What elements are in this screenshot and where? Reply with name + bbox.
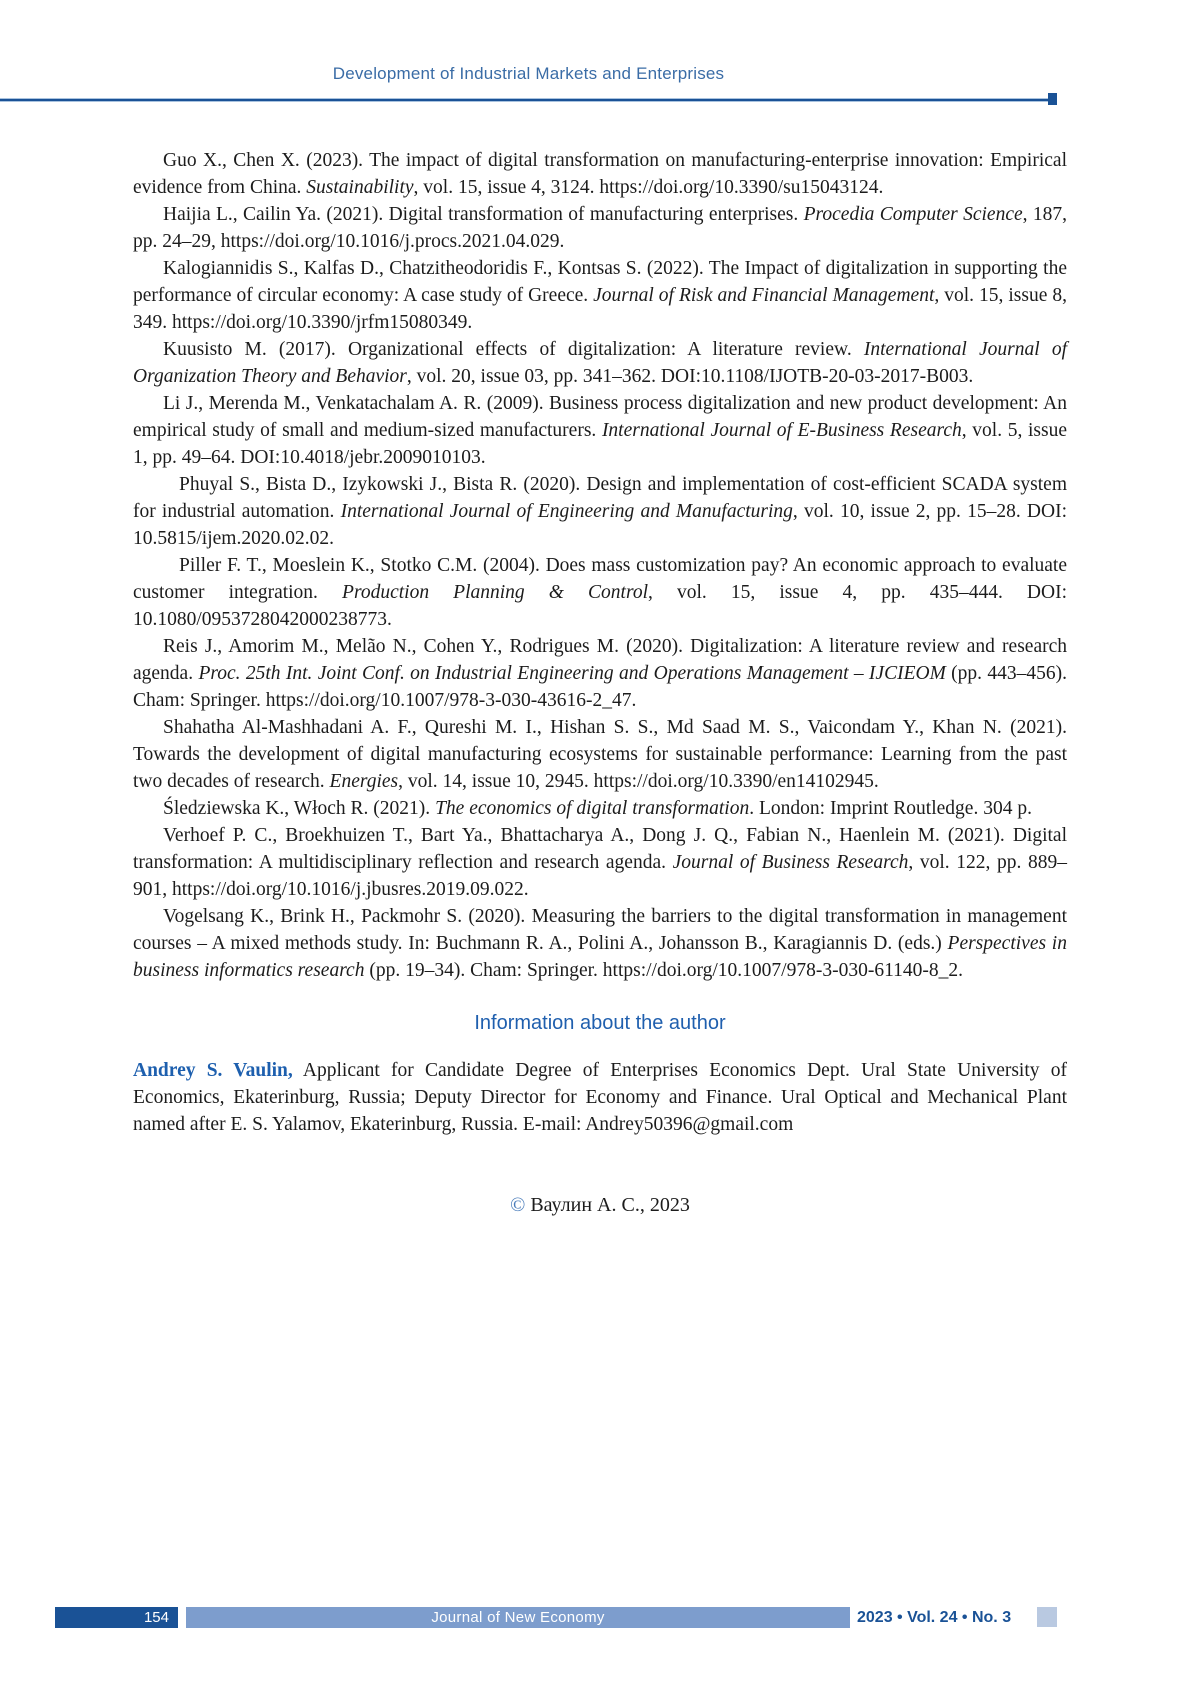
reference-journal-title: Journal of Business Research — [672, 852, 909, 873]
reference-journal-title: The economics of digital transformation — [435, 798, 750, 819]
reference-text: Li J., Merenda M., Venkatachalam A. R. (2009). Business process digitalization and new product development: An empirical study of small and medium-sized manufacturers. — [133, 393, 1067, 441]
reference-entry — [133, 714, 1067, 795]
reference-entry — [133, 255, 1067, 336]
reference-entry — [133, 201, 1067, 255]
reference-journal-title: International Journal of Engineering and Manufacturing — [340, 501, 793, 522]
reference-text: Reis J., Amorim M., Melão N., Cohen Y., Rodrigues M. (2020). Digitalization: A literature review and research agenda. — [133, 636, 1067, 684]
reference-text: Guo X., Chen X. (2023). The impact of digital transformation on manufacturing-enterprise innovation: Empirical evidence from China. — [133, 150, 1067, 198]
reference-journal-title: Procedia Computer Science — [803, 204, 1023, 225]
header-rule — [0, 98, 1050, 102]
reference-journal-title: Production Planning & Control — [342, 582, 649, 603]
footer-decorative-square — [1037, 1607, 1057, 1627]
reference-text: Haijia L., Cailin Ya. (2021). Digital transformation of manufacturing enterprises. — [163, 204, 804, 225]
reference-text: , vol. 5, issue 1, pp. 49–64. DOI:10.4018/jebr.2009010103. — [133, 420, 1067, 468]
reference-entry — [133, 390, 1067, 471]
reference-journal-title: Energies — [329, 771, 399, 792]
reference-text: Śledziewska K., Włoch R. (2021). — [163, 798, 436, 819]
copyright-symbol: © — [510, 1194, 526, 1216]
reference-text: Kalogiannidis S., Kalfas D., Chatzitheodoridis F., Kontsas S. (2022). The Impact of digitalization in supporting the performance of circular economy: A case study of Greece. — [133, 258, 1067, 306]
reference-journal-title: Perspectives in business informatics research — [133, 933, 1067, 981]
references-list — [133, 147, 1067, 984]
reference-text: , vol. 14, issue 10, 2945. https://doi.org/10.3390/en14102945. — [398, 771, 879, 792]
copyright-text: Ваулин А. С., 2023 — [525, 1194, 690, 1216]
footer-issue-info: 2023 • Vol. 24 • No. 3 — [857, 1609, 1012, 1626]
footer-page-number: 154 — [55, 1607, 178, 1628]
reference-entry — [133, 336, 1067, 390]
author-details: Applicant for Candidate Degree of Enterprises Economics Dept. Ural State University of Economics, Ekaterinburg, Russia; Deputy Director for Economy and Finance. Ural Optical and Mechanical Plant named after E. S. Yalamov, Ekaterinburg, Russia. E-mail: Andrey50396@gmail.com — [133, 1060, 1067, 1135]
reference-journal-title: Proc. 25th Int. Joint Conf. on Industrial Engineering and Operations Management – IJCIEOM — [198, 663, 946, 684]
reference-journal-title: Journal of Risk and Financial Management — [593, 285, 935, 306]
reference-entry — [133, 903, 1067, 984]
reference-entry — [133, 552, 1067, 633]
reference-entry — [133, 795, 1067, 822]
reference-text: Vogelsang K., Brink H., Packmohr S. (2020). Measuring the barriers to the digital transformation in management courses – A mixed methods study. In: Buchmann R. A., Polini A., Johansson B., Karagiannis D. (eds.) — [133, 906, 1067, 954]
reference-journal-title: International Journal of Organization Theory and Behavior — [133, 339, 1067, 387]
reference-text: , vol. 122, pp. 889–901, https://doi.org/10.1016/j.jbusres.2019.09.022. — [133, 852, 1067, 900]
reference-text: , vol. 20, issue 03, pp. 341–362. DOI:10.1108/IJOTB-20-03-2017-B003. — [406, 366, 974, 387]
running-header-title: Development of Industrial Markets and Enterprises — [332, 64, 725, 83]
header-rule-end-square — [1048, 93, 1057, 105]
reference-text: Verhoef P. C., Broekhuizen T., Bart Ya., Bhattacharya A., Dong J. Q., Fabian N., Haenlein M. (2021). Digital transformation: A multidisciplinary reflection and research agenda. — [133, 825, 1067, 873]
reference-text: , 187, pp. 24–29, https://doi.org/10.1016/j.procs.2021.04.029. — [133, 204, 1067, 252]
reference-journal-title: Sustainability — [306, 177, 414, 198]
reference-entry — [133, 633, 1067, 714]
reference-text: (pp. 443–456). Cham: Springer. https://doi.org/10.1007/978-3-030-43616-2_47. — [133, 663, 1067, 711]
author-name: Andrey S. Vaulin, — [133, 1060, 293, 1081]
reference-text: Shahatha Al-Mashhadani A. F., Qureshi M. I., Hishan S. S., Md Saad M. S., Vaicondam Y., Khan N. (2021). Towards the development of digital manufacturing ecosystems for sustainable performance: Learning from the past two decades of research. — [133, 717, 1067, 792]
reference-journal-title: International Journal of E-Business Research — [601, 420, 962, 441]
reference-text: , vol. 15, issue 4, 3124. https://doi.org/10.3390/su15043124. — [413, 177, 884, 198]
reference-text: (pp. 19–34). Cham: Springer. https://doi.org/10.1007/978-3-030-61140-8_2. — [364, 960, 963, 981]
author-section-heading: Information about the author — [474, 1012, 726, 1034]
reference-text: , vol. 10, issue 2, pp. 15–28. DOI: 10.5815/ijem.2020.02.02. — [133, 501, 1067, 549]
author-info-paragraph — [133, 1057, 1067, 1138]
copyright-line — [133, 1194, 1067, 1217]
reference-text: . London: Imprint Routledge. 304 p. — [749, 798, 1032, 819]
footer-journal-name: Journal of New Economy — [186, 1607, 850, 1628]
reference-text: Kuusisto M. (2017). Organizational effects of digitalization: A literature review. — [163, 339, 864, 360]
reference-text: Piller F. T., Moeslein K., Stotko C.M. (2004). Does mass customization pay? An economic approach to evaluate customer integration. — [133, 555, 1067, 603]
reference-entry — [133, 822, 1067, 903]
reference-text: , vol. 15, issue 4, pp. 435–444. DOI: 10.1080/0953728042000238773. — [133, 582, 1068, 630]
reference-entry — [133, 147, 1067, 201]
page-body — [133, 147, 1067, 1217]
reference-text: , vol. 15, issue 8, 349. https://doi.org/10.3390/jrfm15080349. — [133, 285, 1067, 333]
reference-text: Phuyal S., Bista D., Izykowski J., Bista R. (2020). Design and implementation of cost-efficient SCADA system for industrial automation. — [133, 474, 1067, 522]
reference-entry — [133, 471, 1067, 552]
